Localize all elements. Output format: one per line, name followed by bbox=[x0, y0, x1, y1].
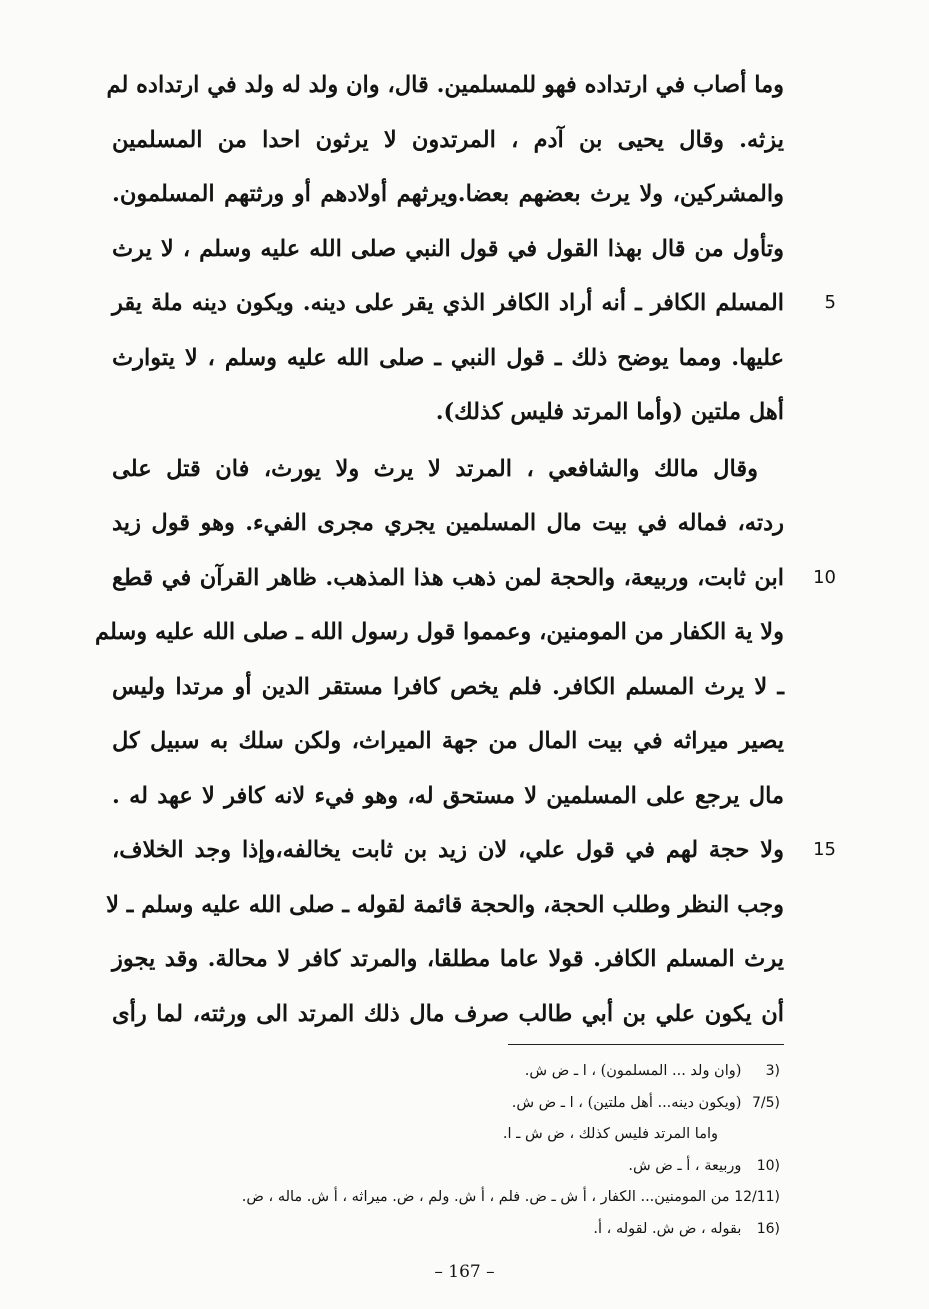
text-line-17: يرث المسلم الكافر. قولا عاما مطلقا، والمرتد كافر لا محالة. وقد يجوز bbox=[112, 946, 784, 972]
footnote-text: (وان ولد ... المسلمون) ، ا ـ ض ش. bbox=[524, 1063, 742, 1079]
line-number-5: 5 bbox=[824, 292, 836, 313]
footnote-ref: 3) bbox=[765, 1063, 780, 1079]
text-line-4: وتأول من قال بهذا القول في قول النبي صلى الله عليه وسلم ، لا يرث bbox=[112, 235, 784, 262]
footnote-ref: 16) bbox=[756, 1220, 780, 1237]
text-line-14: مال يرجع على المسلمين لا مستحق له، وهو فيء لانه كافر لا عهد له . bbox=[112, 782, 784, 809]
line-text: المسلم الكافر ـ أنه أراد الكافر الذي يقر على دينه. ويكون دينه ملة يقر bbox=[112, 290, 784, 316]
footnote bbox=[140, 1056, 780, 1088]
footnote-divider bbox=[508, 1044, 784, 1045]
footnote bbox=[140, 1088, 780, 1120]
line-text: ابن ثابت، وربيعة، والحجة لمن ذهب هذا المذهب. ظاهر القرآن في قطع bbox=[112, 564, 784, 591]
line-text: ولا حجة لهم في قول علي، لان زيد بن ثابت يخالفه،وإذا وجد الخلاف، bbox=[112, 837, 784, 863]
text-line-8: وقال مالك والشافعي ، المرتد لا يرث ولا يورث، فان قتل على bbox=[112, 455, 758, 482]
text-line-5 bbox=[112, 276, 836, 331]
footnote-text: وربيعة ، أ ـ ض ش. bbox=[628, 1157, 742, 1174]
text-line-13: يصير ميراثه في بيت المال من جهة الميراث، ولكن سلك به سبيل كل bbox=[112, 728, 784, 754]
text-line-9: ردته، فماله في بيت مال المسلمين يجري مجرى الفيء. وهو قول زيد bbox=[112, 510, 784, 536]
text-line-2: يزثه. وقال يحيى بن آدم ، المرتدون لا يرثون احدا من المسلمين bbox=[112, 126, 784, 153]
main-text bbox=[94, 58, 836, 1041]
text-line-15 bbox=[112, 823, 836, 878]
footnote bbox=[140, 1119, 780, 1151]
footnote bbox=[140, 1151, 780, 1183]
page-number: – 167 – bbox=[434, 1262, 495, 1282]
text-line-11: ولا ية الكفار من المومنين، وعمموا قول رسول الله ـ صلى الله عليه وسلم bbox=[94, 619, 784, 645]
footnote-text: بقوله ، ض ش. لقوله ، أ. bbox=[593, 1220, 742, 1237]
footnote-ref: 12/11) bbox=[734, 1189, 780, 1205]
footnote-text: واما المرتد فليس كذلك ، ض ش ـ ا. bbox=[502, 1126, 718, 1142]
footnote-text: من المومنين... الكفار ، أ ش ـ ض. فلم ، أ ش. ولم ، ض. ميراثه ، أ ش. ماله ، ض. bbox=[241, 1189, 730, 1205]
text-line-10 bbox=[112, 551, 836, 606]
text-line-7: أهل ملتين (وأما المرتد فليس كذلك). bbox=[435, 399, 784, 425]
line-number-15: 15 bbox=[813, 839, 836, 860]
line-number-10: 10 bbox=[813, 566, 836, 588]
text-line-16: وجب النظر وطلب الحجة، والحجة قائمة لقوله ـ صلى الله عليه وسلم ـ لا bbox=[106, 891, 784, 918]
footnote bbox=[140, 1182, 780, 1214]
text-line-6: عليها. ومما يوضح ذلك ـ قول النبي ـ صلى الله عليه وسلم ، لا يتوارث bbox=[112, 344, 784, 371]
footnote-text: (ويكون دينه... أهل ملتين) ، ا ـ ض ش. bbox=[511, 1094, 742, 1111]
footnote-ref: 10) bbox=[756, 1157, 780, 1174]
footnote bbox=[140, 1214, 780, 1246]
text-line-1: وما أصاب في ارتداده فهو للمسلمين. قال، وان ولد له ولد في ارتداده لم bbox=[106, 72, 784, 98]
text-line-3: والمشركين، ولا يرث بعضهم بعضا.ويرثهم أولادهم أو ورثتهم المسلمون. bbox=[112, 181, 784, 207]
text-line-12: ـ لا يرث المسلم الكافر. فلم يخص كافرا مستقر الدين أو مرتدا وليس bbox=[112, 673, 784, 700]
footnotes bbox=[140, 1056, 780, 1245]
footnote-ref: 7/5) bbox=[752, 1094, 780, 1111]
text-line-18: أن يكون علي بن أبي طالب صرف مال ذلك المرتد الى ورثته، لما رأى bbox=[112, 1000, 784, 1027]
